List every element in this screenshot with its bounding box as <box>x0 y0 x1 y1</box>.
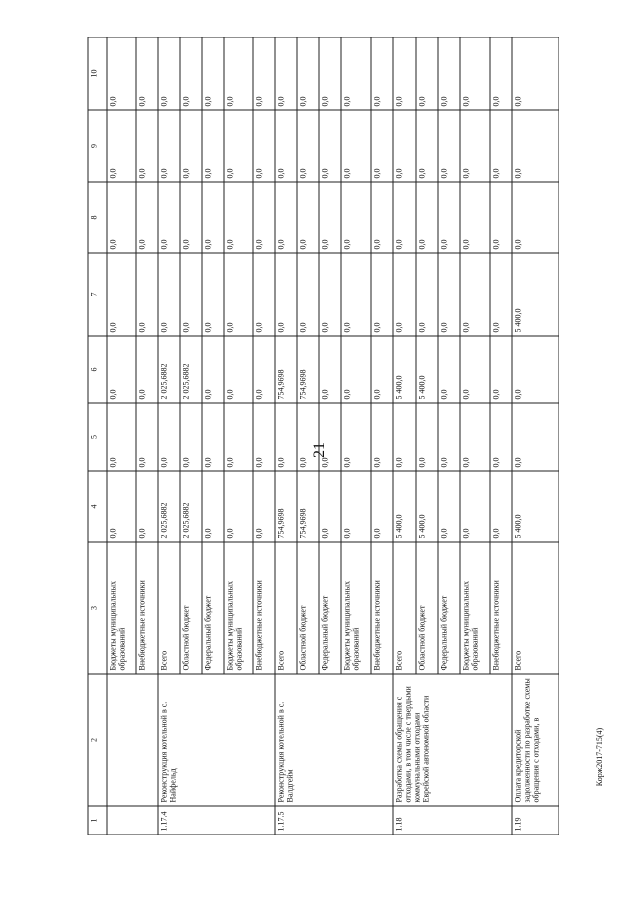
funding-source-cell: Внебюджетные источники <box>371 542 393 674</box>
funding-source-cell: Федеральный бюджет <box>202 542 224 674</box>
value-cell: 0,0 <box>107 110 136 182</box>
value-cell: 0,0 <box>275 253 297 336</box>
row-number-cell: 1.18 <box>393 806 512 835</box>
funding-source-cell: Внебюджетные источники <box>136 542 158 674</box>
value-cell: 5 400,0 <box>393 336 416 403</box>
value-cell: 0,0 <box>512 182 559 253</box>
table-row <box>512 37 559 835</box>
value-cell: 0,0 <box>202 471 224 542</box>
value-cell: 0,0 <box>158 37 180 110</box>
funding-source-cell: Внебюджетные источники <box>253 542 275 674</box>
value-cell: 754,9698 <box>297 471 319 542</box>
value-cell: 0,0 <box>136 403 158 471</box>
row-number-cell: 1.19 <box>512 806 559 835</box>
value-cell: 0,0 <box>371 471 393 542</box>
value-cell: 0,0 <box>460 110 490 182</box>
value-cell: 0,0 <box>275 403 297 471</box>
value-cell: 0,0 <box>136 110 158 182</box>
value-cell: 0,0 <box>202 403 224 471</box>
value-cell: 0,0 <box>416 403 438 471</box>
table-body <box>107 37 559 835</box>
funding-source-cell: Областной бюджет <box>297 542 319 674</box>
value-cell: 2 025,6882 <box>158 471 180 542</box>
activity-name-cell: Реконструкция котельной в с. Найфельд <box>158 674 275 806</box>
value-cell: 2 025,6882 <box>180 336 202 403</box>
value-cell: 0,0 <box>297 182 319 253</box>
value-cell: 5 400,0 <box>512 253 559 336</box>
value-cell: 0,0 <box>438 403 460 471</box>
value-cell: 0,0 <box>416 182 438 253</box>
value-cell: 0,0 <box>319 182 341 253</box>
value-cell: 0,0 <box>341 336 371 403</box>
row-number-cell: 1.17.5 <box>275 806 393 835</box>
value-cell: 0,0 <box>512 403 559 471</box>
funding-source-cell: Всего <box>512 542 559 674</box>
value-cell: 0,0 <box>438 37 460 110</box>
value-cell: 0,0 <box>490 253 512 336</box>
value-cell: 0,0 <box>224 471 253 542</box>
value-cell: 0,0 <box>438 110 460 182</box>
value-cell: 0,0 <box>371 336 393 403</box>
value-cell: 0,0 <box>107 471 136 542</box>
value-cell: 0,0 <box>490 471 512 542</box>
value-cell: 0,0 <box>490 182 512 253</box>
value-cell: 0,0 <box>341 182 371 253</box>
column-header: 9 <box>88 110 107 182</box>
column-header: 2 <box>88 674 107 806</box>
value-cell: 0,0 <box>180 253 202 336</box>
value-cell: 0,0 <box>512 110 559 182</box>
value-cell: 0,0 <box>393 403 416 471</box>
value-cell: 0,0 <box>319 336 341 403</box>
column-header: 3 <box>88 542 107 674</box>
value-cell: 0,0 <box>107 37 136 110</box>
row-number-cell: 1.17.4 <box>158 806 275 835</box>
value-cell: 0,0 <box>107 253 136 336</box>
value-cell: 754,9698 <box>275 471 297 542</box>
column-header: 1 <box>88 806 107 835</box>
column-header: 10 <box>88 37 107 110</box>
value-cell: 0,0 <box>416 110 438 182</box>
value-cell: 0,0 <box>202 37 224 110</box>
value-cell: 0,0 <box>341 471 371 542</box>
funding-source-cell: Бюджеты муниципальных образований <box>460 542 490 674</box>
value-cell: 0,0 <box>180 403 202 471</box>
value-cell: 0,0 <box>416 37 438 110</box>
value-cell: 0,0 <box>319 253 341 336</box>
table-row <box>158 37 180 835</box>
activity-name-cell: Разработка схемы обращения с отходами, в том числе с твердыми коммунальными отходами Еврейской автономной области <box>393 674 512 806</box>
funding-source-cell: Всего <box>393 542 416 674</box>
column-header: 7 <box>88 253 107 336</box>
value-cell: 0,0 <box>438 253 460 336</box>
value-cell: 0,0 <box>224 403 253 471</box>
value-cell: 0,0 <box>460 471 490 542</box>
value-cell: 0,0 <box>371 253 393 336</box>
value-cell: 0,0 <box>438 182 460 253</box>
value-cell: 0,0 <box>224 253 253 336</box>
column-header: 4 <box>88 471 107 542</box>
value-cell: 0,0 <box>158 182 180 253</box>
value-cell: 0,0 <box>253 182 275 253</box>
value-cell: 0,0 <box>297 403 319 471</box>
value-cell: 0,0 <box>438 471 460 542</box>
funding-source-cell: Областной бюджет <box>180 542 202 674</box>
value-cell: 0,0 <box>393 110 416 182</box>
column-header: 5 <box>88 403 107 471</box>
value-cell: 0,0 <box>136 37 158 110</box>
page-number: 21 <box>311 442 328 458</box>
value-cell: 0,0 <box>341 37 371 110</box>
value-cell: 0,0 <box>202 336 224 403</box>
value-cell: 0,0 <box>253 403 275 471</box>
value-cell: 0,0 <box>371 37 393 110</box>
value-cell: 0,0 <box>319 37 341 110</box>
value-cell: 0,0 <box>460 182 490 253</box>
value-cell: 0,0 <box>297 37 319 110</box>
value-cell: 0,0 <box>460 336 490 403</box>
value-cell: 2 025,6882 <box>158 336 180 403</box>
value-cell: 0,0 <box>224 182 253 253</box>
value-cell: 0,0 <box>490 403 512 471</box>
value-cell: 0,0 <box>460 253 490 336</box>
funding-source-cell: Федеральный бюджет <box>319 542 341 674</box>
value-cell: 0,0 <box>158 403 180 471</box>
value-cell: 754,9698 <box>275 336 297 403</box>
value-cell: 0,0 <box>253 110 275 182</box>
value-cell: 0,0 <box>275 37 297 110</box>
column-header: 6 <box>88 336 107 403</box>
value-cell: 0,0 <box>107 182 136 253</box>
value-cell: 0,0 <box>393 37 416 110</box>
value-cell: 0,0 <box>253 336 275 403</box>
value-cell: 0,0 <box>275 110 297 182</box>
value-cell: 5 400,0 <box>512 471 559 542</box>
row-number-cell <box>107 806 158 835</box>
value-cell: 0,0 <box>341 253 371 336</box>
value-cell: 0,0 <box>180 110 202 182</box>
value-cell: 0,0 <box>253 253 275 336</box>
value-cell: 0,0 <box>341 110 371 182</box>
funding-source-cell: Бюджеты муниципальных образований <box>107 542 136 674</box>
value-cell: 0,0 <box>107 336 136 403</box>
value-cell: 0,0 <box>416 253 438 336</box>
value-cell: 0,0 <box>158 253 180 336</box>
activity-name-cell <box>107 674 158 806</box>
value-cell: 0,0 <box>512 37 559 110</box>
value-cell: 0,0 <box>136 336 158 403</box>
value-cell: 0,0 <box>253 471 275 542</box>
value-cell: 0,0 <box>180 182 202 253</box>
value-cell: 0,0 <box>319 471 341 542</box>
funding-source-cell: Бюджеты муниципальных образований <box>341 542 371 674</box>
value-cell: 0,0 <box>438 336 460 403</box>
funding-source-cell: Всего <box>275 542 297 674</box>
funding-source-cell: Всего <box>158 542 180 674</box>
activity-name-cell: Реконструкция котельной в с. Валдгейм <box>275 674 393 806</box>
header-row <box>88 37 107 835</box>
value-cell: 0,0 <box>136 182 158 253</box>
document-code: Корж2017-715(4) <box>595 727 604 787</box>
funding-source-cell: Бюджеты муниципальных образований <box>224 542 253 674</box>
value-cell: 5 400,0 <box>416 336 438 403</box>
funding-source-cell: Федеральный бюджет <box>438 542 460 674</box>
column-header: 8 <box>88 182 107 253</box>
budget-table <box>88 37 560 835</box>
table-container <box>87 37 559 835</box>
table-row <box>275 37 297 835</box>
value-cell: 0,0 <box>224 110 253 182</box>
value-cell: 0,0 <box>158 110 180 182</box>
value-cell: 5 400,0 <box>393 471 416 542</box>
value-cell: 0,0 <box>107 403 136 471</box>
value-cell: 0,0 <box>253 37 275 110</box>
value-cell: 0,0 <box>136 253 158 336</box>
value-cell: 0,0 <box>319 403 341 471</box>
value-cell: 0,0 <box>202 110 224 182</box>
value-cell: 0,0 <box>341 403 371 471</box>
funding-source-cell: Областной бюджет <box>416 542 438 674</box>
value-cell: 0,0 <box>297 253 319 336</box>
value-cell: 0,0 <box>319 110 341 182</box>
value-cell: 0,0 <box>297 110 319 182</box>
value-cell: 0,0 <box>490 336 512 403</box>
value-cell: 0,0 <box>460 403 490 471</box>
value-cell: 2 025,6882 <box>180 471 202 542</box>
value-cell: 0,0 <box>180 37 202 110</box>
value-cell: 5 400,0 <box>416 471 438 542</box>
value-cell: 0,0 <box>371 403 393 471</box>
value-cell: 0,0 <box>202 253 224 336</box>
value-cell: 0,0 <box>460 37 490 110</box>
value-cell: 0,0 <box>512 336 559 403</box>
value-cell: 0,0 <box>224 336 253 403</box>
funding-source-cell: Внебюджетные источники <box>490 542 512 674</box>
value-cell: 0,0 <box>490 37 512 110</box>
activity-name-cell: Оплата кредиторской задолженности по разработке схемы обращения с отходами, в <box>512 674 559 806</box>
value-cell: 0,0 <box>371 110 393 182</box>
value-cell: 0,0 <box>393 182 416 253</box>
value-cell: 0,0 <box>224 37 253 110</box>
value-cell: 0,0 <box>202 182 224 253</box>
table-row <box>393 37 416 835</box>
value-cell: 0,0 <box>371 182 393 253</box>
value-cell: 754,9698 <box>297 336 319 403</box>
table-row <box>107 37 136 835</box>
value-cell: 0,0 <box>275 182 297 253</box>
value-cell: 0,0 <box>136 471 158 542</box>
value-cell: 0,0 <box>490 110 512 182</box>
value-cell: 0,0 <box>393 253 416 336</box>
